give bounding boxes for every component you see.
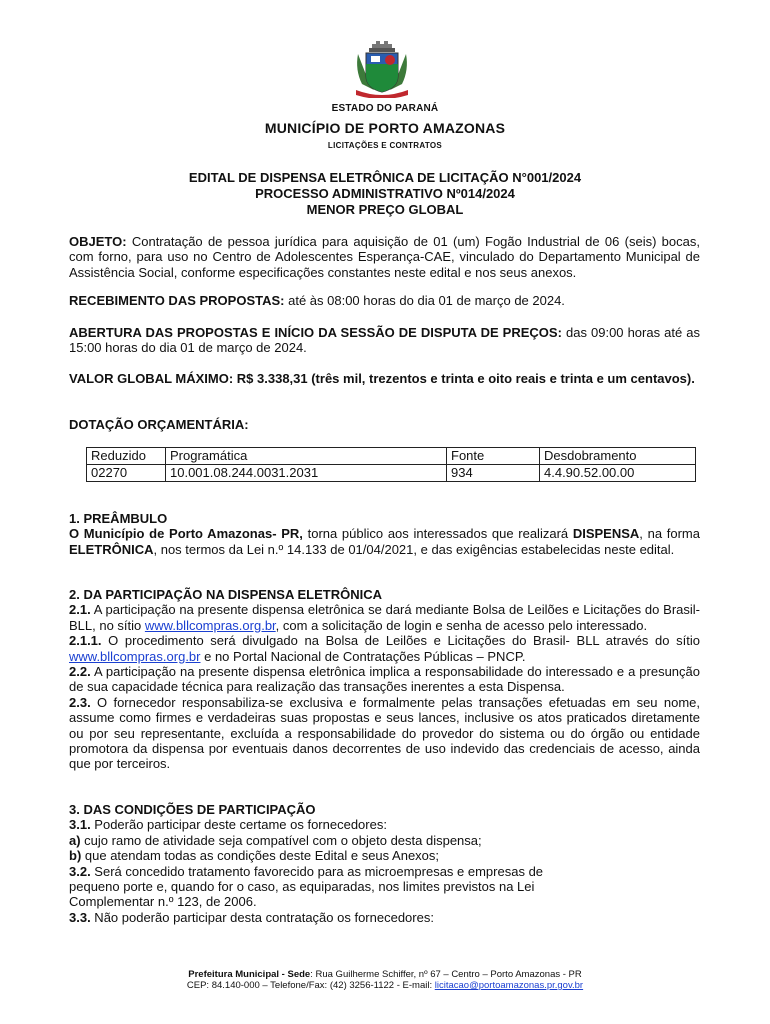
clause-number: 2.1. bbox=[69, 602, 91, 618]
clause-number: 2.3. bbox=[69, 694, 91, 710]
abertura-label: ABERTURA DAS PROPOSTAS E INÍCIO DA SESSÃO DE DISPUTA DE PREÇOS: bbox=[69, 325, 562, 340]
header-state: ESTADO DO PARANÁ bbox=[331, 103, 439, 114]
section-3-title: 3. DAS CONDIÇÕES DE PARTICIPAÇÃO bbox=[69, 802, 316, 817]
item-letter: a) bbox=[69, 832, 81, 848]
clause-text: Complementar n.º 123, de 2006. bbox=[69, 894, 257, 910]
clause-number: 2.2. bbox=[69, 664, 91, 680]
recebimento-label: RECEBIMENTO DAS PROPOSTAS: bbox=[69, 293, 285, 308]
section-2 bbox=[69, 587, 700, 772]
criterio-title: MENOR PREÇO GLOBAL bbox=[306, 202, 464, 217]
section-1 bbox=[69, 511, 700, 557]
dotacao-label: DOTAÇÃO ORÇAMENTÁRIA: bbox=[69, 417, 249, 432]
section-1-title: 1. PREÂMBULO bbox=[69, 511, 168, 526]
valor-paragraph bbox=[69, 371, 700, 386]
table-cell: 02270 bbox=[87, 465, 166, 482]
clause-number: 3.2. bbox=[69, 863, 91, 879]
dispensa-word: DISPENSA bbox=[572, 526, 640, 542]
preambulo-text: , nos termos da Lei n.º 14.133 de 01/04/2021, e das exigências estabelecidas neste edital. bbox=[153, 541, 675, 557]
table-header-row bbox=[87, 448, 696, 465]
header-department: LICITAÇÕES E CONTRATOS bbox=[327, 141, 443, 150]
footer-address bbox=[0, 969, 770, 980]
footer-text: CEP: 84.140-000 – Telefone/Fax: (42) 3256-1122 - E-mail: bbox=[186, 980, 435, 991]
bll-link[interactable]: www.bllcompras.org.br bbox=[69, 648, 201, 664]
table-cell: 4.4.90.52.00.00 bbox=[540, 465, 696, 482]
edital-title: EDITAL DE DISPENSA ELETRÔNICA DE LICITAÇÃO N°001/2024 bbox=[188, 170, 582, 185]
footer-text: : Rua Guilherme Schiffer, nº 67 – Centro – Porto Amazonas - PR bbox=[310, 969, 582, 980]
dotacao-heading-block bbox=[69, 417, 700, 432]
footer-email-link[interactable]: licitacao@portoamazonas.pr.gov.br bbox=[434, 980, 584, 991]
header-municipality: MUNICÍPIO DE PORTO AMAZONAS bbox=[264, 120, 506, 136]
clause-text: cujo ramo de atividade seja compatível com o objeto desta dispensa; bbox=[80, 832, 482, 848]
municipio-name: O Município de Porto Amazonas- PR, bbox=[69, 526, 303, 542]
clause-text: O fornecedor responsabiliza-se exclusiva e formalmente pelas transações efetuadas em seu nome, assume como firmes e verdadeiras suas propostas e seus lances, inclusive os atos praticados diretamente ou por seu representante, excluída a responsabilidade do provedor do sistema ou do órgão ou entidade promotora da dispensa por eventuais danos decorrentes de uso indevido das credenciais de acesso, ainda que por terceiros. bbox=[69, 694, 700, 772]
coat-of-arms-icon bbox=[354, 40, 410, 98]
objeto-paragraph bbox=[69, 234, 700, 280]
clause-number: 3.1. bbox=[69, 817, 91, 833]
table-header-cell: Programática bbox=[166, 448, 447, 465]
section-2-title: 2. DA PARTICIPAÇÃO NA DISPENSA ELETRÔNICA bbox=[69, 587, 382, 602]
footer-contact bbox=[0, 980, 770, 991]
clause-number: 2.1.1. bbox=[69, 633, 102, 649]
eletronica-word: ELETRÔNICA bbox=[69, 541, 154, 557]
processo-title: PROCESSO ADMINISTRATIVO Nº014/2024 bbox=[255, 186, 515, 201]
table-row bbox=[87, 465, 696, 482]
clause-text: Será concedido tratamento favorecido para as microempresas e empresas de bbox=[90, 863, 544, 879]
objeto-label: OBJETO: bbox=[69, 234, 127, 249]
valor-text: VALOR GLOBAL MÁXIMO: R$ 3.338,31 (três mil, trezentos e trinta e oito reais e trinta e um centavos). bbox=[69, 371, 695, 386]
item-letter: b) bbox=[69, 848, 82, 864]
preambulo-text: , na forma bbox=[639, 526, 700, 542]
section-3 bbox=[69, 802, 700, 925]
recebimento-text: até às 08:00 horas do dia 01 de março de 2024. bbox=[288, 293, 565, 308]
abertura-paragraph bbox=[69, 325, 700, 356]
table-cell: 934 bbox=[447, 465, 540, 482]
table-header-cell: Desdobramento bbox=[540, 448, 696, 465]
abertura-text: das 09:00 horas até as 15:00 horas do dia 01 de março de 2024. bbox=[69, 325, 701, 356]
table-cell: 10.001.08.244.0031.2031 bbox=[166, 465, 447, 482]
bll-link[interactable]: www.bllcompras.org.br bbox=[144, 617, 276, 633]
preambulo-text: torna público aos interessados que realizará bbox=[302, 526, 573, 542]
clause-text: Não poderão participar desta contratação os fornecedores: bbox=[90, 909, 434, 925]
clause-text: , com a solicitação de login e senha de acesso pelo interessado. bbox=[275, 617, 648, 633]
clause-text: pequeno porte e, quando for o caso, as equiparadas, nos limites previstos na Lei bbox=[69, 879, 535, 895]
clause-text: que atendam todas as condições deste Edital e seus Anexos; bbox=[81, 848, 440, 864]
objeto-text: Contratação de pessoa jurídica para aquisição de 01 (um) Fogão Industrial de 06 (seis) bocas, com forno, para uso no Centro de Adolescentes Esperança-CAE, vinculado do Departamento Municipal de Assistência Social, conforme especificações constantes neste edital e nos seus anexos. bbox=[69, 234, 700, 280]
clause-text: A participação na presente dispensa eletrônica se dará mediante Bolsa de Leilões e Licitações do Brasil- BLL, no sítio bbox=[69, 602, 700, 633]
table-header-cell: Reduzido bbox=[87, 448, 166, 465]
clause-text: O procedimento será divulgado na Bolsa de Leilões e Licitações do Brasil- BLL através do sítio bbox=[101, 633, 700, 649]
clause-text: Poderão participar deste certame os fornecedores: bbox=[90, 817, 387, 833]
clause-text: A participação na presente dispensa eletrônica implica a responsabilidade do interessado e a presunção de sua capacidade técnica para realização das transações inerentes a esta Dispensa. bbox=[69, 664, 700, 695]
table-header-cell: Fonte bbox=[447, 448, 540, 465]
clause-number: 3.3. bbox=[69, 909, 91, 925]
clause-text: e no Portal Nacional de Contratações Públicas – PNCP. bbox=[200, 648, 526, 664]
recebimento-paragraph bbox=[69, 293, 700, 308]
dotacao-table bbox=[86, 447, 696, 482]
footer-bold: Prefeitura Municipal - Sede bbox=[188, 969, 311, 980]
